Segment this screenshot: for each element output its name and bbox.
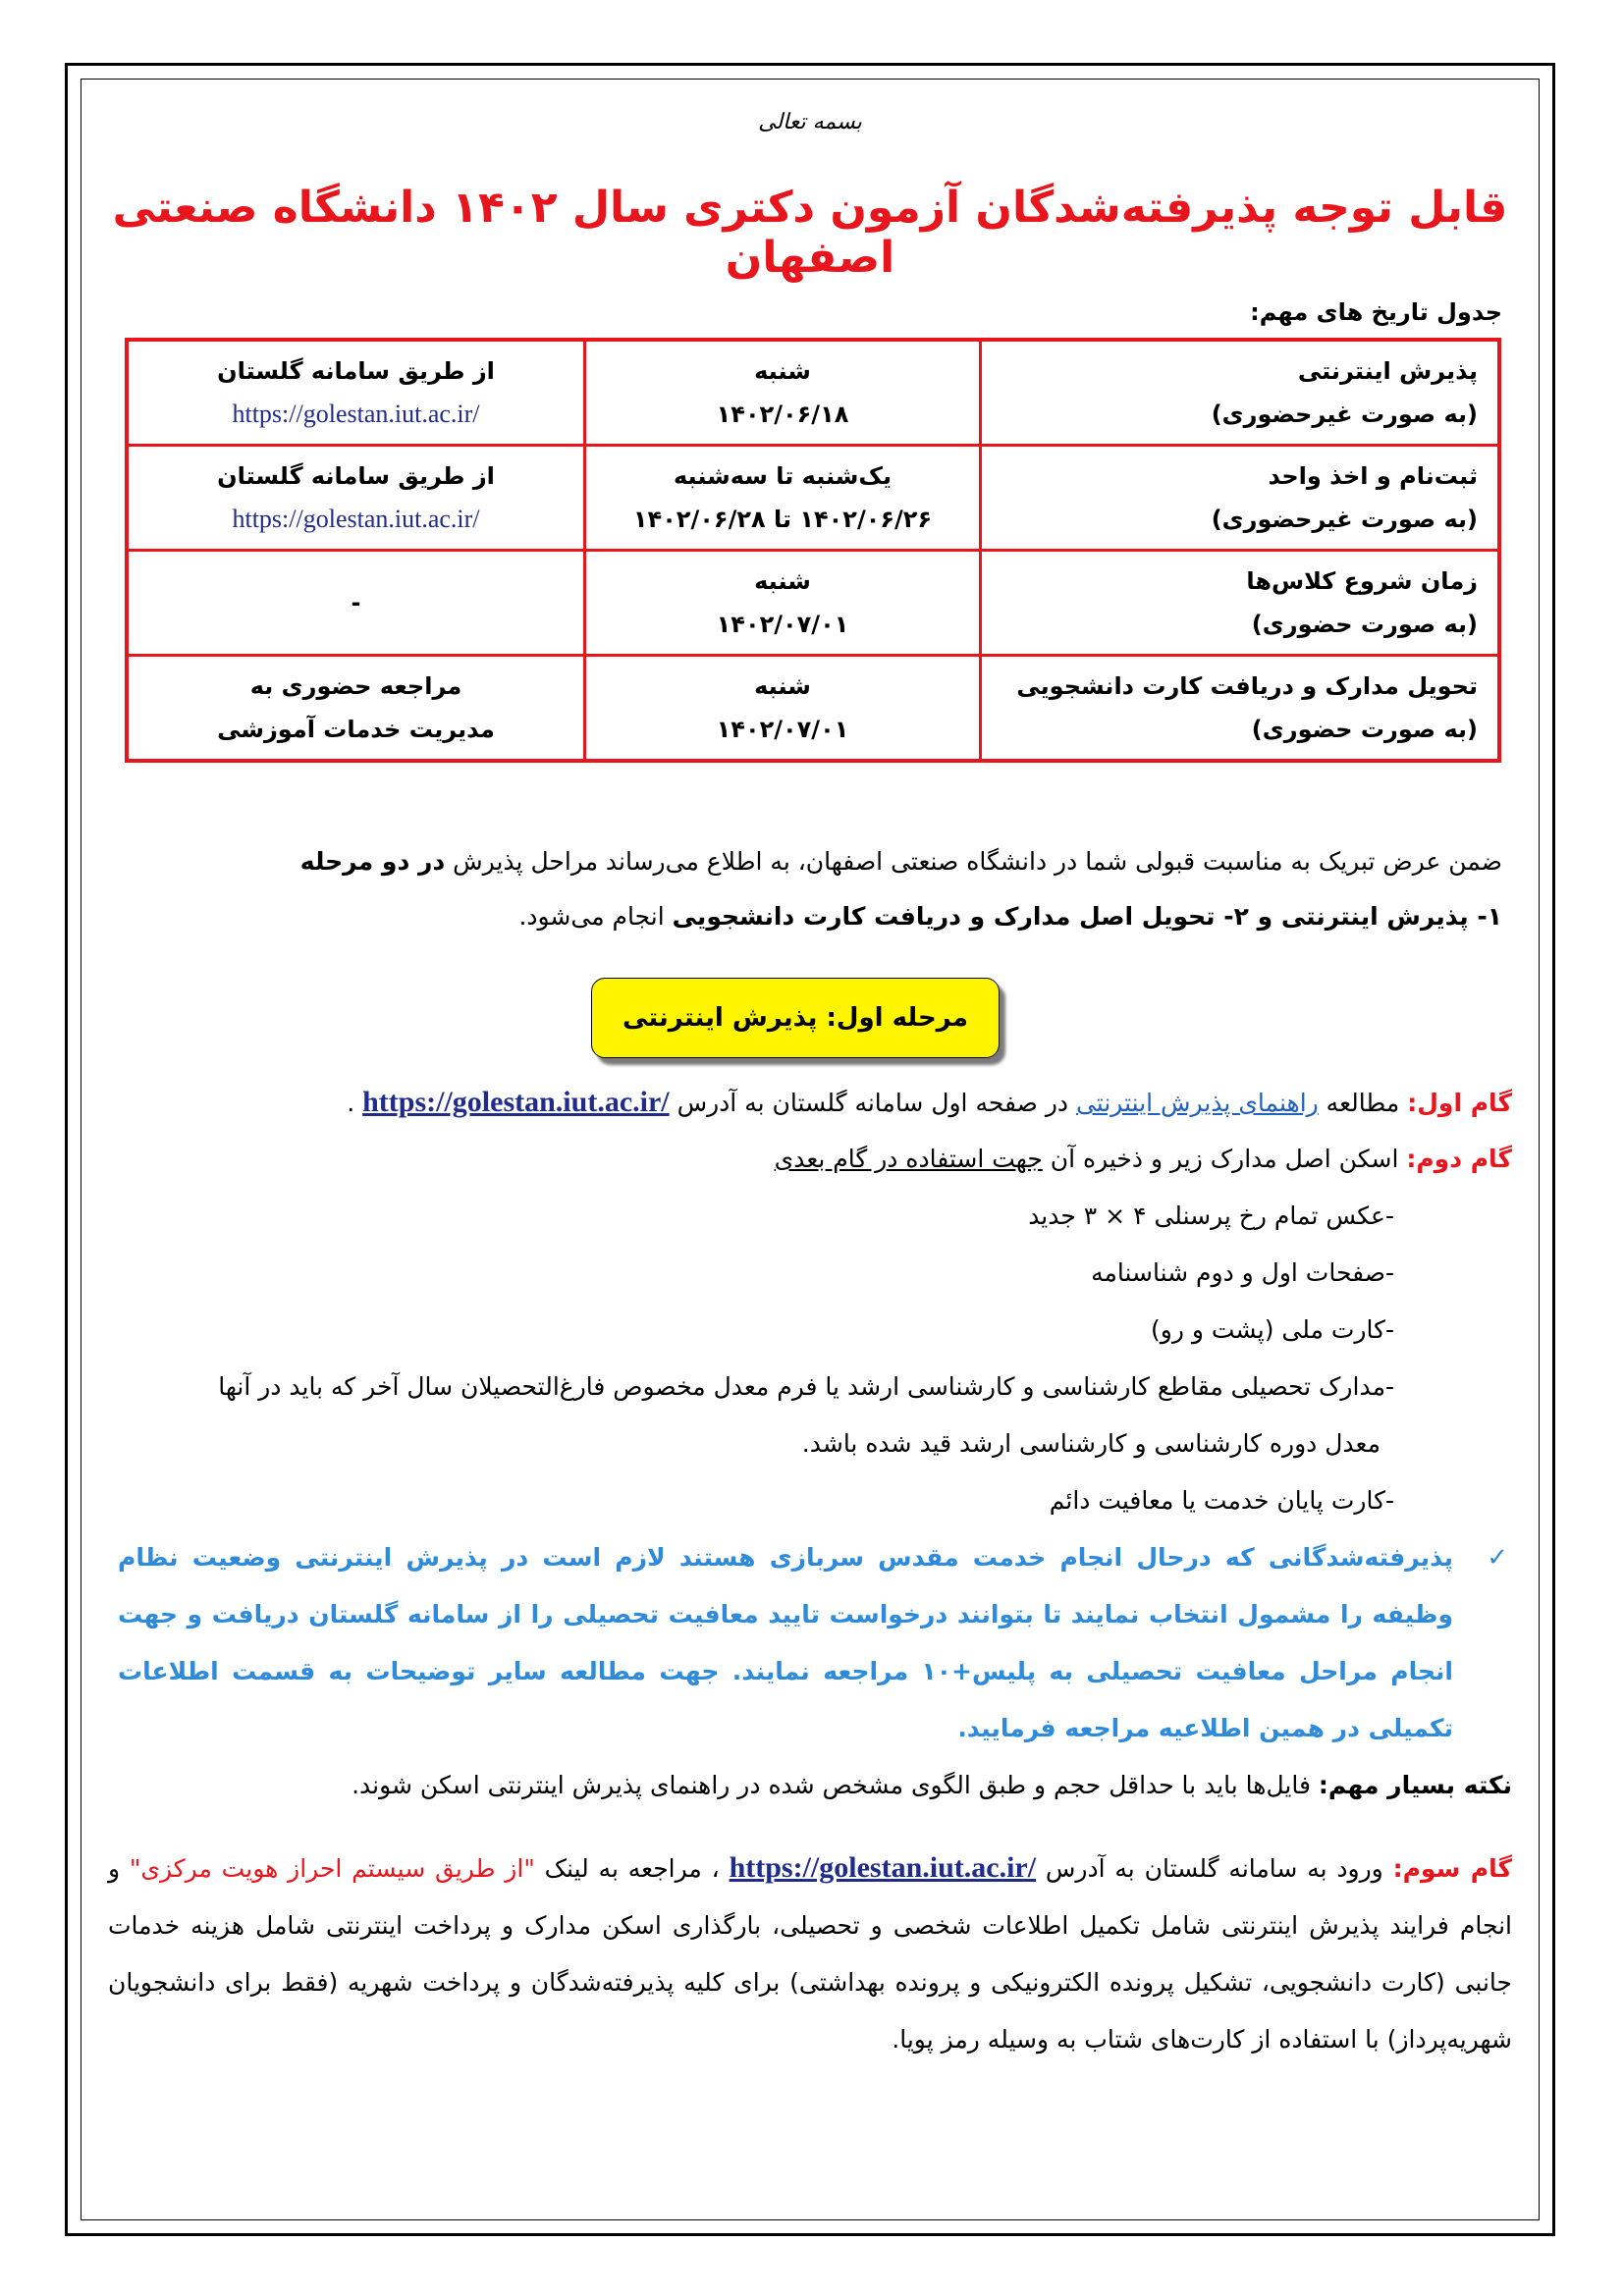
list-item: -عکس تمام رخ پرسنلی ۴ × ۳ جدید [1028, 1201, 1394, 1230]
announcement-page [108, 94, 1512, 2195]
table-row [127, 340, 1499, 446]
table-row [127, 551, 1499, 656]
date-cell: یک‌شنبه تا سه‌شنبه ۱۴۰۲/۰۶/۲۶ تا ۱۴۰۲/۰۶/۲۸ [585, 446, 981, 551]
dates-table-heading: جدول تاریخ های مهم: [1250, 298, 1502, 326]
stage-one-banner: مرحله اول: پذیرش اینترنتی [591, 978, 1000, 1058]
event-cell: زمان شروع کلاس‌ها (به صورت حضوری) [981, 551, 1500, 656]
method-cell: - [127, 551, 585, 656]
method-cell: از طریق سامانه گلستان https://golestan.iut.ac.ir/ [127, 340, 585, 446]
list-item: -کارت پایان خدمت یا معافیت دائم [1049, 1486, 1394, 1515]
method-cell: مراجعه حضوری به مدیریت خدمات آموزشی [127, 656, 585, 762]
method-cell: از طریق سامانه گلستان https://golestan.iut.ac.ir/ [127, 446, 585, 551]
golestan-link[interactable]: https://golestan.iut.ac.ir/ [232, 505, 480, 533]
golestan-link[interactable]: https://golestan.iut.ac.ir/ [729, 1851, 1037, 1884]
list-item: -کارت ملی (پشت و رو) [1151, 1315, 1394, 1344]
table-row [127, 446, 1499, 551]
date-cell: شنبه ۱۴۰۲/۰۷/۰۱ [585, 656, 981, 762]
event-cell: ثبت‌نام و اخذ واحد (به صورت غیرحضوری) [981, 446, 1500, 551]
date-cell: شنبه ۱۴۰۲/۰۶/۱۸ [585, 340, 981, 446]
list-item: -مدارک تحصیلی مقاطع کارشناسی و کارشناسی ارشد یا فرم معدل مخصوص فارغ‌التحصیلان سال آخر که باید در آنها [218, 1372, 1394, 1401]
list-item: -صفحات اول و دوم شناسنامه [1091, 1258, 1394, 1287]
event-cell: پذیرش اینترنتی (به صورت غیرحضوری) [981, 340, 1500, 446]
checkmark-icon: ✓ [1487, 1543, 1508, 1573]
military-service-note: پذیرفته‌شدگانی که درحال انجام خدمت مقدس سربازی هستند لازم است در پذیرش اینترنتی وضعیت نظام وظیفه را مشمول انتخاب نمایند تا بتوانند درخواست تایید معافیت تحصیلی را از سامانه گلستان دریافت و جهت انجام مراحل معافیت تحصیلی به پلیس+۱۰ مراجعه نمایند. جهت مطالعه سایر توضیحات به قسمت اطلاعات تکمیلی در همین اطلاعیه مراجعه فرمایید. [118, 1543, 1453, 1742]
internet-admission-guide-link[interactable]: راهنمای پذیرش اینترنتی [1075, 1089, 1319, 1117]
important-dates-table [125, 338, 1501, 763]
step-two: گام دوم: اسکن اصل مدارک زیر و ذخیره آن جهت استفاده در گام بعدی [774, 1145, 1512, 1173]
golestan-link[interactable]: https://golestan.iut.ac.ir/ [362, 1086, 670, 1118]
step-three: گام سوم: ورود به سامانه گلستان به آدرس https://golestan.iut.ac.ir/ ، مراجعه به لینک "از طریق سیستم احراز هویت مرکزی" و انجام فرایند پذیرش اینترنتی شامل تکمیل اطلاعات شخصی و تحصیلی، بارگذاری اسکن مدارک و پرداخت اینترنتی شامل هزینه خدمات جانبی (کارت دانشجویی، تشکیل پرونده الکترونیکی و پرونده بهداشتی) برای کلیه پذیرفته‌شدگان و پرداخت شهریه (فقط برای دانشجویان شهریه‌پرداز) با استفاده از کارت‌های شتاب به وسیله رمز پویا. [108, 1851, 1512, 2054]
date-cell: شنبه ۱۴۰۲/۰۷/۰۱ [585, 551, 981, 656]
page-title: قابل توجه پذیرفته‌شدگان آزمون دکتری سال ۱۴۰۲ دانشگاه صنعتی اصفهان [112, 183, 1508, 283]
bismillah: بسمه تعالی [758, 110, 862, 134]
intro-paragraph: ضمن عرض تبریک به مناسبت قبولی شما در دانشگاه صنعتی اصفهان، به اطلاع می‌رساند مراحل پذیرش در دو مرحله ۱- پذیرش اینترنتی و ۲- تحویل اصل مدارک و دریافت کارت دانشجویی انجام می‌شود. [299, 847, 1502, 931]
golestan-link[interactable]: https://golestan.iut.ac.ir/ [232, 400, 480, 428]
list-item-continuation: معدل دوره کارشناسی و کارشناسی ارشد قید شده باشد. [801, 1429, 1380, 1458]
step-one: گام اول: مطالعه راهنمای پذیرش اینترنتی در صفحه اول سامانه گلستان به آدرس https://golestan.iut.ac.ir/ . [347, 1086, 1512, 1118]
important-note: نکته بسیار مهم: فایل‌ها باید با حداقل حجم و طبق الگوی مشخص شده در راهنمای پذیرش اینترنتی اسکن شوند. [352, 1771, 1512, 1799]
event-cell: تحویل مدارک و دریافت کارت دانشجویی (به صورت حضوری) [981, 656, 1500, 762]
table-row [127, 656, 1499, 762]
